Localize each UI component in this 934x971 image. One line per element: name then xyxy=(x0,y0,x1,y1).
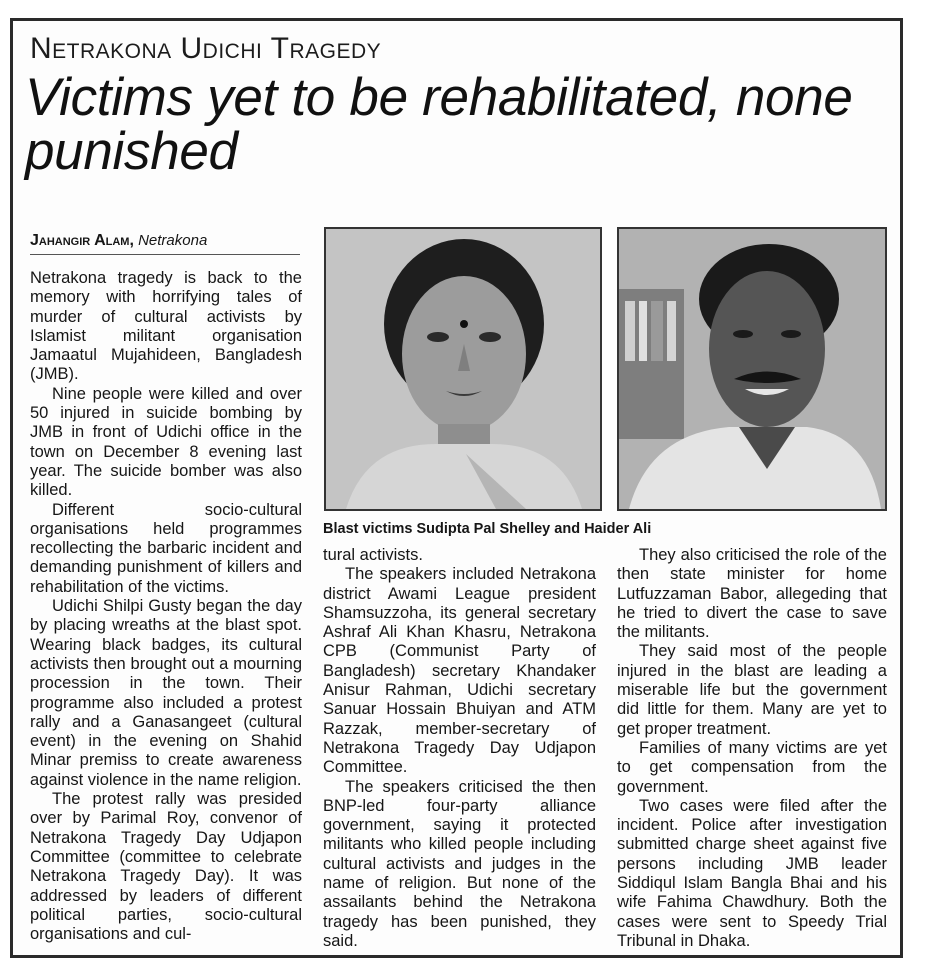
text-column-1 xyxy=(30,269,302,944)
newspaper-clipping xyxy=(10,18,903,958)
article-kicker: Netrakona Udichi Tragedy xyxy=(30,32,382,65)
paragraph: They said most of the people injured in the blast are leading a miserable life but the government did little for them. Many are yet to get proper treatment. xyxy=(617,642,887,738)
paragraph: Udichi Shilpi Gusty began the day by placing wreaths at the blast spot. Wearing black badges, its cultural activists then brought out a mourning procession in the town. Their programme also included a protest rally and a Ganasangeet (cultural event) in the evening on Shahid Minar premiss to create awareness against violence in the name religion. xyxy=(30,597,302,789)
paragraph: The protest rally was presided over by Parimal Roy, convenor of Netrakona Tragedy Day Udjapon Committee (committee to celebrate Netrakona Tragedy Day). It was addressed by leaders of different political parties, socio-cultural organisations and cul- xyxy=(30,790,302,944)
photo-haider-ali xyxy=(617,227,887,511)
article-headline: Victims yet to be rehabilitated, none punished xyxy=(25,68,853,182)
byline xyxy=(30,232,300,255)
paragraph: The speakers included Netrakona district Awami League president Shamsuzzoha, its general secretary Ashraf Ali Khan Khasru, Netrakona CPB (Communist Party of Bangladesh) secretary Khandaker Anisur Rahman, Udichi secretary Sanuar Hossain Bhuiyan and ATM Razzak, member-secretary of Netrakona Tragedy Day Udjapon Committee. xyxy=(323,565,596,777)
photo-caption: Blast victims Sudipta Pal Shelley and Haider Ali xyxy=(323,521,652,537)
text-column-2 xyxy=(323,546,596,951)
byline-author: Jahangir Alam, xyxy=(30,232,134,249)
paragraph: They also criticised the role of the then state minister for home Lutfuzzaman Babor, allegeding that he tried to divert the case to save the militants. xyxy=(617,546,887,642)
paragraph: Two cases were filed after the incident. Police after investigation submitted charge sheet against five persons including JMB leader Siddiqul Islam Bangla Bhai and his wife Fahima Chawdhury. Both the cases were sent to Speedy Trial Tribunal in Dhaka. xyxy=(617,796,887,950)
paragraph: The speakers criticised the then BNP-led four-party alliance government, saying it protected militants who killed people including cultural activists and judges in the name of religion. But none of the assailants behind the Netrakona tragedy has been punished, they said. xyxy=(323,777,596,950)
paragraph: Nine people were killed and over 50 injured in suicide bombing by JMB in front of Udichi office in the town on December 8 evening last year. The suicide bomber was also killed. xyxy=(30,384,302,500)
paragraph: tural activists. xyxy=(323,546,423,564)
paragraph: Different socio-cultural organisations held programmes recollecting the barbaric incident and demanding punishment of killers and rehabilitation of the victims. xyxy=(30,500,302,596)
paragraph: Families of many victims are yet to get compensation from the government. xyxy=(617,738,887,796)
byline-place: Netrakona xyxy=(138,232,208,249)
photo-sudipta-pal-shelley xyxy=(324,227,602,511)
paragraph: Netrakona tragedy is back to the memory with horrifying tales of murder of cultural activists by Islamist militant organisation Jamaatul Mujahideen, Bangladesh (JMB). xyxy=(30,269,302,384)
text-column-3 xyxy=(617,546,887,951)
